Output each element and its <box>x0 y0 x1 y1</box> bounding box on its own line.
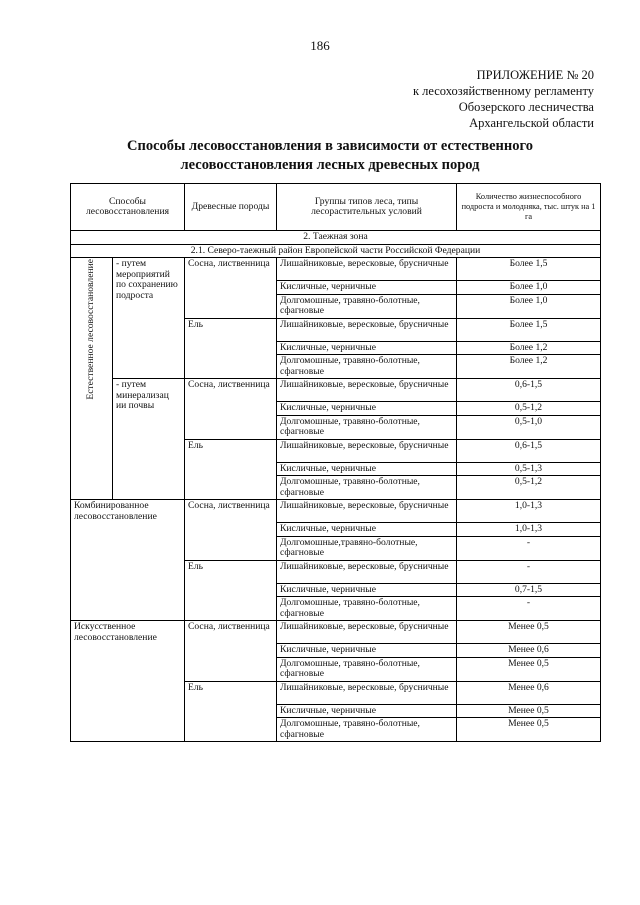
quantity-cell: Более 1,0 <box>457 294 601 318</box>
forest-type-cell: Лишайниковые, вересковые, брусничные <box>277 500 457 523</box>
document-title <box>60 137 600 175</box>
quantity-cell: 1,0-1,3 <box>457 500 601 523</box>
forest-type-cell: Долгомошные, травяно-болотные, сфагновые <box>277 355 457 379</box>
forest-type-cell: Лишайниковые, вересковые, брусничные <box>277 258 457 281</box>
table-row <box>71 379 601 402</box>
table-row <box>71 258 601 281</box>
method-artificial: Искусственное лесовосстановление <box>71 621 185 742</box>
quantity-cell: 0,7-1,5 <box>457 583 601 597</box>
forest-type-cell: Кисличные, черничные <box>277 523 457 537</box>
table-header-row <box>71 184 601 231</box>
quantity-cell: Менее 0,6 <box>457 681 601 704</box>
forest-type-cell: Лишайниковые, вересковые, брусничные <box>277 621 457 644</box>
forest-type-cell: Долгомошные, травяно-болотные, сфагновые <box>277 415 457 439</box>
quantity-cell: Менее 0,5 <box>457 704 601 718</box>
appendix-line: к лесохозяйственному регламенту <box>412 84 594 98</box>
forest-type-cell: Лишайниковые, вересковые, брусничные <box>277 681 457 704</box>
zone-row <box>71 231 601 245</box>
quantity-cell: - <box>457 536 601 560</box>
forest-type-cell: Долгомошные, травяно-болотные, сфагновые <box>277 476 457 500</box>
forest-type-cell: Кисличные, черничные <box>277 341 457 355</box>
forest-type-cell: Лишайниковые, вересковые, брусничные <box>277 560 457 583</box>
species-cell: Сосна, лиственница <box>185 500 277 561</box>
submethod-mineralization: - путем минерализац ии почвы <box>113 379 185 500</box>
species-cell: Ель <box>185 318 277 379</box>
forest-type-cell: Кисличные, черничные <box>277 281 457 295</box>
forest-type-cell: Долгомошные, травяно-болотные, сфагновые <box>277 294 457 318</box>
quantity-cell: 1,0-1,3 <box>457 523 601 537</box>
quantity-cell: 0,6-1,5 <box>457 379 601 402</box>
appendix-line: Архангельской области <box>469 116 594 130</box>
title-line: Способы лесовосстановления в зависимости от естественного <box>127 138 533 154</box>
forest-type-cell: Лишайниковые, вересковые, брусничные <box>277 439 457 462</box>
appendix-line: ПРИЛОЖЕНИЕ № 20 <box>476 68 594 82</box>
forest-type-cell: Кисличные, черничные <box>277 462 457 476</box>
quantity-cell: Более 1,5 <box>457 318 601 341</box>
forest-type-cell: Кисличные, черничные <box>277 583 457 597</box>
appendix-header <box>413 67 594 131</box>
forest-type-cell: Кисличные, черничные <box>277 402 457 416</box>
quantity-cell: Менее 0,5 <box>457 718 601 742</box>
species-cell: Ель <box>185 560 277 621</box>
quantity-cell: 0,6-1,5 <box>457 439 601 462</box>
quantity-cell: - <box>457 560 601 583</box>
header-quantity: Количество жизнеспособного подроста и молодняка, тыс. штук на 1 га <box>457 184 601 231</box>
table-row <box>71 500 601 523</box>
forest-type-cell: Долгомошные, травяно-болотные, сфагновые <box>277 657 457 681</box>
species-cell: Сосна, лиственница <box>185 379 277 440</box>
species-cell: Ель <box>185 681 277 742</box>
region-row <box>71 244 601 258</box>
quantity-cell: Более 1,2 <box>457 355 601 379</box>
table-row <box>71 621 601 644</box>
method-natural-label: Естественное лесовосстановление <box>85 259 97 400</box>
forest-type-cell: Лишайниковые, вересковые, брусничные <box>277 318 457 341</box>
quantity-cell: - <box>457 597 601 621</box>
forest-type-cell: Кисличные, черничные <box>277 704 457 718</box>
quantity-cell: Менее 0,5 <box>457 621 601 644</box>
reforestation-table <box>70 183 601 742</box>
header-forest-types: Группы типов леса, типы лесорастительных условий <box>277 184 457 231</box>
page-number: 186 <box>310 38 330 53</box>
quantity-cell: 0,5-1,3 <box>457 462 601 476</box>
quantity-cell: Более 1,2 <box>457 341 601 355</box>
method-combined: Комбинированное лесовосстановление <box>71 500 185 621</box>
quantity-cell: 0,5-1,2 <box>457 476 601 500</box>
quantity-cell: Более 1,5 <box>457 258 601 281</box>
quantity-cell: Менее 0,6 <box>457 644 601 658</box>
forest-type-cell: Долгомошные, травяно-болотные, сфагновые <box>277 597 457 621</box>
title-line: лесовосстановления лесных древесных пород <box>180 157 480 173</box>
quantity-cell: 0,5-1,0 <box>457 415 601 439</box>
zone-label: 2. Таежная зона <box>71 231 601 245</box>
forest-type-cell: Долгомошные,травяно-болотные, сфагновые <box>277 536 457 560</box>
quantity-cell: Менее 0,5 <box>457 657 601 681</box>
forest-type-cell: Кисличные, черничные <box>277 644 457 658</box>
appendix-line: Обозерского лесничества <box>458 100 594 114</box>
submethod-preserve: - путем мероприятий по сохранению подроста <box>113 258 185 379</box>
quantity-cell: Более 1,0 <box>457 281 601 295</box>
header-method: Способы лесовосстановления <box>71 184 185 231</box>
region-label: 2.1. Северо-таежный район Европейской части Российской Федерации <box>71 244 601 258</box>
method-natural <box>71 258 113 500</box>
species-cell: Сосна, лиственница <box>185 258 277 319</box>
forest-type-cell: Лишайниковые, вересковые, брусничные <box>277 379 457 402</box>
header-species: Древесные породы <box>185 184 277 231</box>
species-cell: Сосна, лиственница <box>185 621 277 682</box>
forest-type-cell: Долгомошные, травяно-болотные, сфагновые <box>277 718 457 742</box>
species-cell: Ель <box>185 439 277 500</box>
quantity-cell: 0,5-1,2 <box>457 402 601 416</box>
